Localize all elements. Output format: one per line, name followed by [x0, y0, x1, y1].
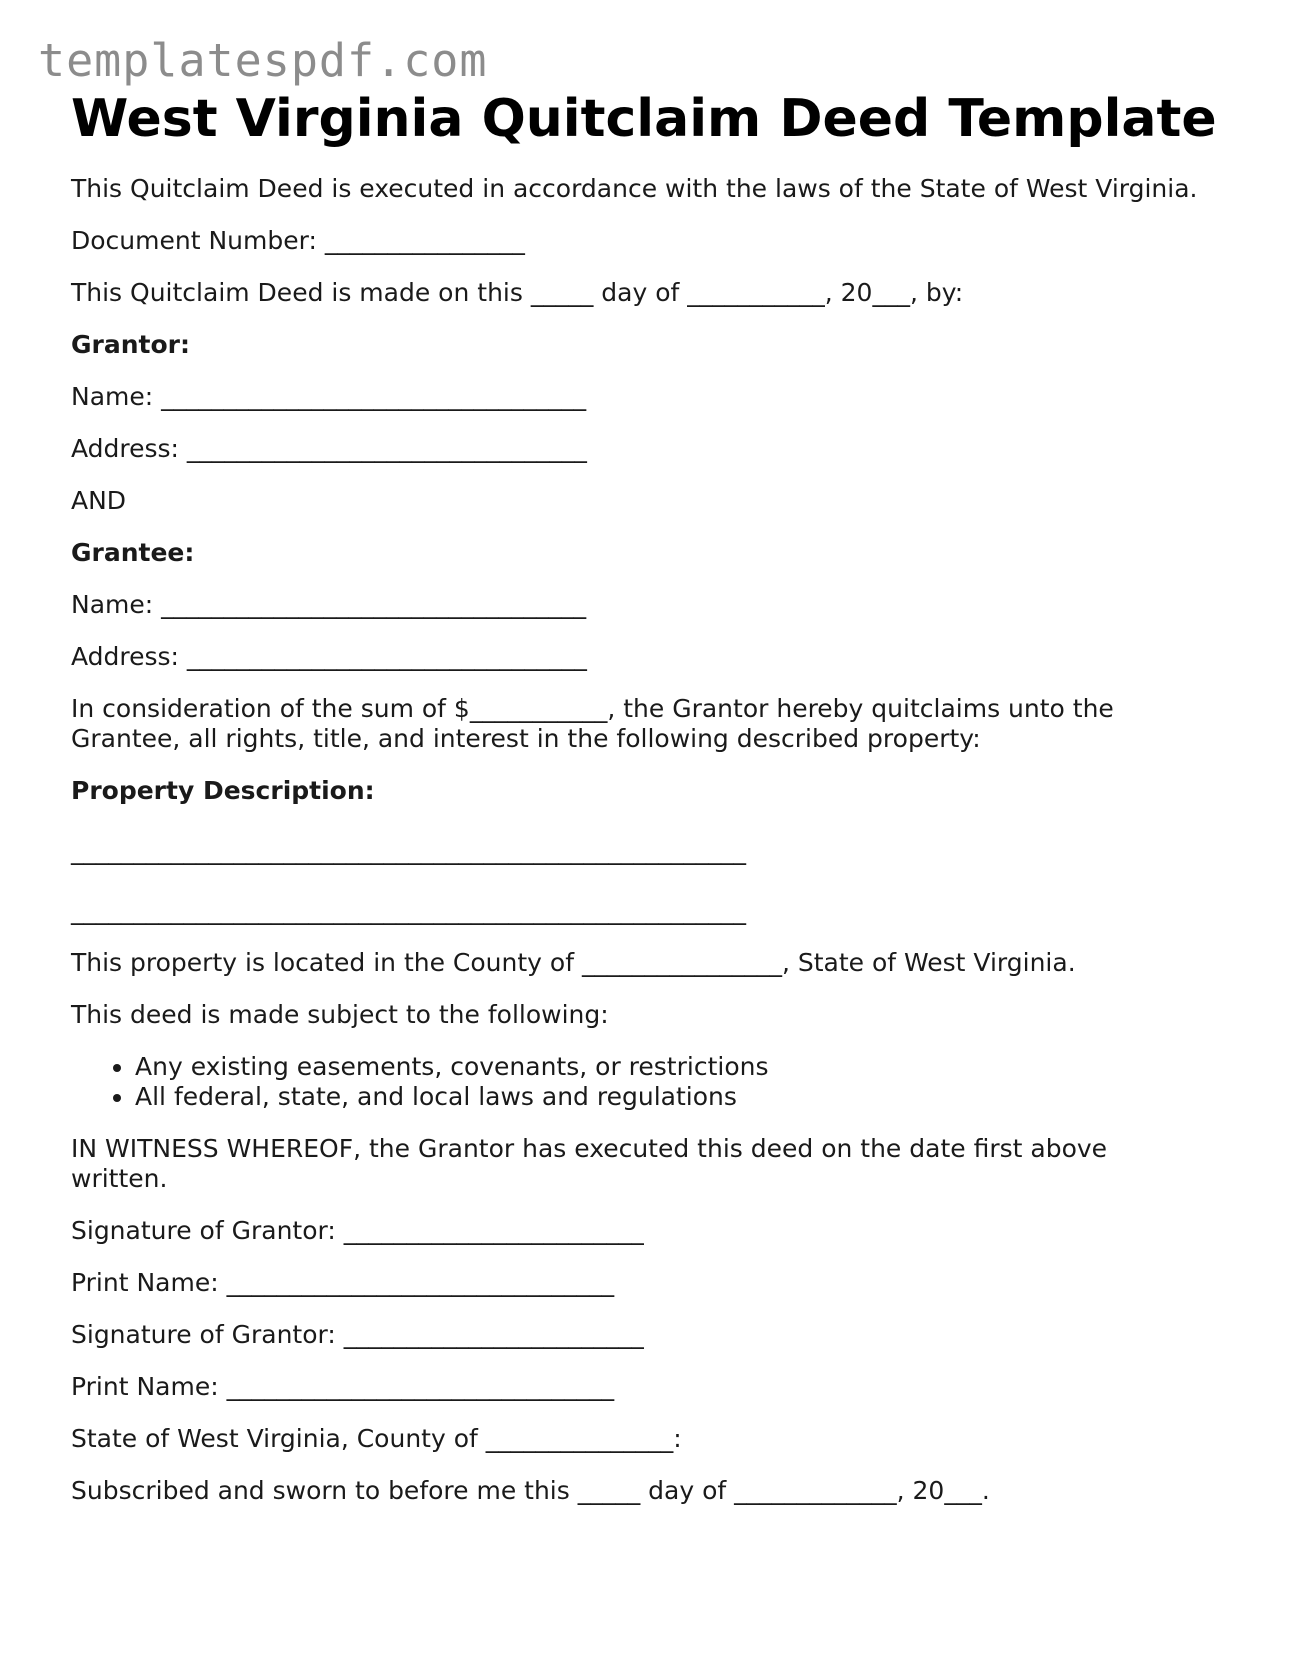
consideration-paragraph: In consideration of the sum of $___________, the Grantor hereby quitclaims unto the Grantee, all rights, title, and interest in the following described property: — [71, 694, 1114, 753]
document-number-field: Document Number: ________________ — [71, 226, 525, 255]
print-name-field: Print Name: _______________________________ — [71, 1268, 615, 1297]
grantee-address-field: Address: ________________________________ — [71, 642, 587, 671]
witness-paragraph: IN WITNESS WHEREOF, the Grantor has executed this deed on the date first above written. — [71, 1134, 1108, 1193]
county-line: This property is located in the County of ________________, State of West Virginia. — [71, 948, 1076, 977]
list-item: • All federal, state, and local laws and regulations — [135, 1082, 1231, 1112]
intro-text: This Quitclaim Deed is executed in accordance with the laws of the State of West Virginia. — [71, 174, 1198, 203]
grantee-name-field: Name: __________________________________ — [71, 590, 587, 619]
state-county-line: State of West Virginia, County of _______________: — [71, 1424, 682, 1453]
grantor-signature-field: Signature of Grantor: ________________________ — [71, 1320, 644, 1349]
grantor-name-field: Name: __________________________________ — [71, 382, 587, 411]
made-on-line: This Quitclaim Deed is made on this _____ day of ___________, 20___, by: — [71, 278, 964, 307]
grantor-address-field: Address: ________________________________ — [71, 434, 587, 463]
grantor-heading: Grantor: — [71, 330, 190, 359]
document — [71, 88, 1231, 1506]
print-name-field: Print Name: _______________________________ — [71, 1372, 615, 1401]
grantor-signature-field: Signature of Grantor: ________________________ — [71, 1216, 644, 1245]
watermark: templatespdf.com — [38, 34, 488, 87]
notary-sworn-line: Subscribed and sworn to before me this _____ day of _____________, 20___. — [71, 1476, 990, 1505]
property-description-line: ______________________________________________________ — [71, 896, 746, 925]
list-item: • Any existing easements, covenants, or restrictions — [135, 1052, 1231, 1082]
and-text: AND — [71, 486, 127, 515]
conditions-list — [71, 1052, 1231, 1112]
page-title: West Virginia Quitclaim Deed Template — [71, 89, 1217, 149]
subject-line: This deed is made subject to the following: — [71, 1000, 609, 1029]
property-description-heading: Property Description: — [71, 776, 375, 805]
property-description-line: ______________________________________________________ — [71, 836, 746, 865]
grantee-heading: Grantee: — [71, 538, 195, 567]
